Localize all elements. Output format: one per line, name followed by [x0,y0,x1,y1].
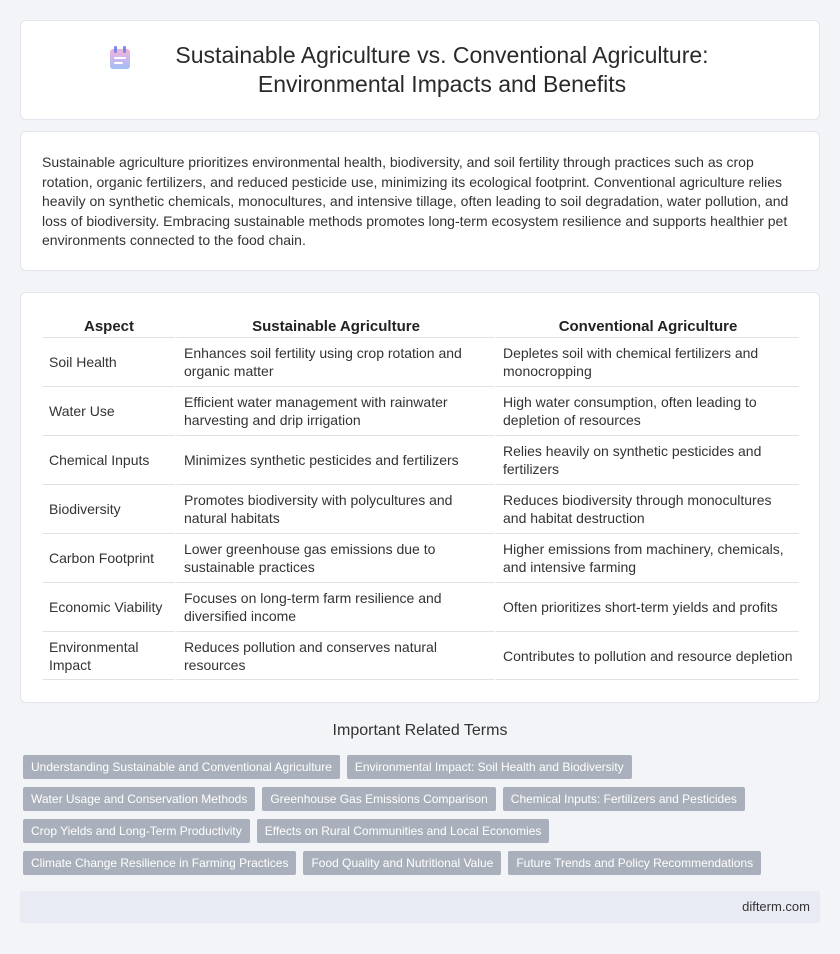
table-row [43,386,799,435]
table-row [43,582,799,631]
cell-aspect: Water Use [43,386,175,435]
cell-sustainable: Promotes biodiversity with polycultures and natural habitats [175,484,494,533]
related-terms-list [23,755,823,883]
related-term-tag[interactable]: Future Trends and Policy Recommendations [508,851,761,875]
related-term-tag[interactable]: Understanding Sustainable and Conventional Agriculture [23,755,340,779]
cell-sustainable: Minimizes synthetic pesticides and fertilizers [175,435,494,484]
related-term-tag[interactable]: Food Quality and Nutritional Value [303,851,501,875]
page-title: Sustainable Agriculture vs. Conventional Agriculture: Environmental Impacts and Benefits [175,42,709,97]
related-terms-title: Important Related Terms [332,722,508,739]
header-sustainable: Sustainable Agriculture [175,313,494,337]
intro-text: Sustainable agriculture prioritizes environmental health, biodiversity, and soil fertility through practices such as crop rotation, organic fertilizers, and reduced pesticide use, minimizing its ecological footprint. Conventional agriculture relies heavily on synthetic chemicals, monocultures, and intensive tillage, often leading to soil degradation, water pollution, and loss of biodiversity. Embracing sustainable methods promotes long-term ecosystem resilience and supports healthier pet environments connected to the food chain. [42,154,789,249]
related-term-tag[interactable]: Greenhouse Gas Emissions Comparison [262,787,495,811]
cell-conventional: High water consumption, often leading to depletion of resources [494,386,799,435]
cell-sustainable: Enhances soil fertility using crop rotation and organic matter [175,337,494,386]
site-link[interactable]: difterm.com [742,899,810,914]
title-wrap [108,41,732,99]
cell-sustainable: Efficient water management with rainwater harvesting and drip irrigation [175,386,494,435]
header-conventional: Conventional Agriculture [494,313,799,337]
calendar-notebook-icon [108,46,132,70]
cell-conventional: Reduces biodiversity through monocultures and habitat destruction [494,484,799,533]
table-row [43,631,799,680]
tag-row [23,851,823,875]
related-term-tag[interactable]: Climate Change Resilience in Farming Practices [23,851,296,875]
cell-sustainable: Reduces pollution and conserves natural resources [175,631,494,680]
cell-conventional: Relies heavily on synthetic pesticides and fertilizers [494,435,799,484]
table-row [43,337,799,386]
related-term-tag[interactable]: Environmental Impact: Soil Health and Biodiversity [347,755,632,779]
cell-conventional: Often prioritizes short-term yields and profits [494,582,799,631]
tag-row [23,819,823,843]
cell-aspect: Biodiversity [43,484,175,533]
intro-card [20,131,820,271]
cell-aspect: Soil Health [43,337,175,386]
header-aspect: Aspect [83,318,135,335]
cell-aspect: Environmental Impact [43,631,175,680]
related-term-tag[interactable]: Crop Yields and Long-Term Productivity [23,819,250,843]
footer [20,891,820,923]
related-term-tag[interactable]: Effects on Rural Communities and Local Economies [257,819,550,843]
cell-sustainable: Focuses on long-term farm resilience and diversified income [175,582,494,631]
related-term-tag[interactable]: Chemical Inputs: Fertilizers and Pesticides [503,787,745,811]
title-card [20,20,820,120]
comparison-table-card [20,292,820,703]
cell-conventional: Depletes soil with chemical fertilizers and monocropping [494,337,799,386]
tag-row [23,755,823,779]
table-row [43,533,799,582]
cell-conventional: Higher emissions from machinery, chemicals, and intensive farming [494,533,799,582]
cell-aspect: Chemical Inputs [43,435,175,484]
cell-aspect: Carbon Footprint [43,533,175,582]
table-row [43,484,799,533]
cell-aspect: Economic Viability [43,582,175,631]
table-row [43,435,799,484]
cell-sustainable: Lower greenhouse gas emissions due to sustainable practices [175,533,494,582]
comparison-table [43,313,799,680]
cell-conventional: Contributes to pollution and resource depletion [494,631,799,680]
tag-row [23,787,823,811]
table-header-row [43,313,799,337]
related-term-tag[interactable]: Water Usage and Conservation Methods [23,787,255,811]
